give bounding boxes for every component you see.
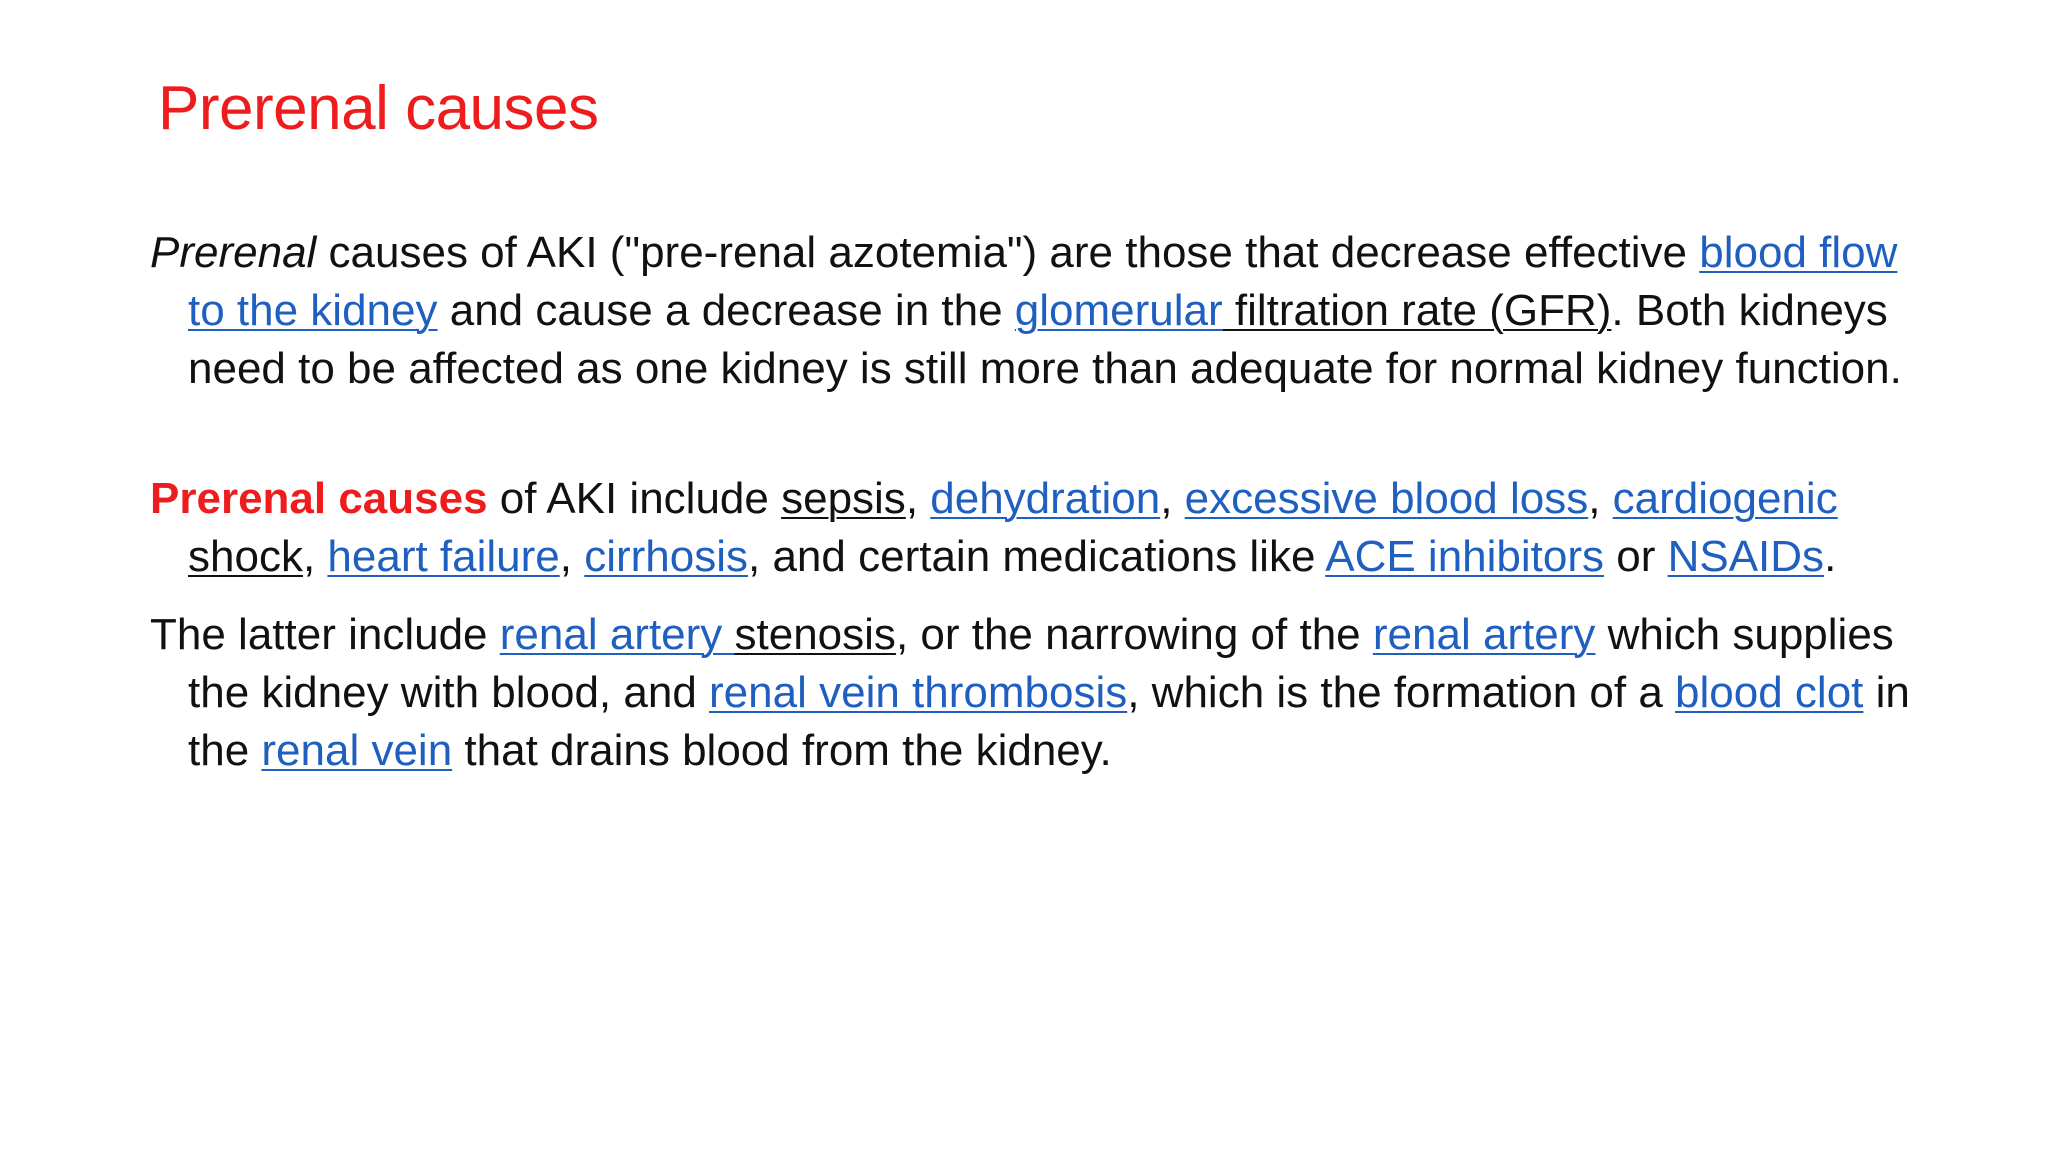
comma: , — [1588, 474, 1613, 523]
slide-title: Prerenal causes — [158, 74, 599, 143]
paragraph-prerenal-definition — [150, 224, 1940, 398]
link-nsaids[interactable]: NSAIDs — [1667, 532, 1825, 581]
text-span: , and certain medications like — [748, 532, 1326, 581]
underlined-stenosis: stenosis — [734, 610, 896, 659]
text-span: in the — [188, 668, 1910, 775]
underlined-shock: shock — [188, 532, 303, 581]
underlined-sepsis: sepsis — [781, 474, 906, 523]
bold-red-prerenal-causes: Prerenal causes — [150, 474, 488, 523]
underlined-filtration-rate: filtration rate (GFR) — [1222, 286, 1612, 335]
text-span: The latter include — [150, 610, 500, 659]
comma: , — [302, 532, 328, 581]
link-renal-vein-thrombosis[interactable]: renal vein thrombosis — [709, 668, 1128, 717]
text-span: which supplies the kidney with blood, and — [188, 610, 1894, 717]
link-blood-flow-to-kidney[interactable]: blood flow to the kidney — [188, 228, 1898, 335]
link-glomerular[interactable]: glomerular — [1014, 286, 1223, 335]
paragraph-prerenal-causes-list — [150, 470, 1940, 586]
link-cardiogenic[interactable]: cardiogenic — [1612, 474, 1838, 523]
text-span: . Both kidneys need to be affected as one kidney is still more than adequate for normal kidney function. — [188, 286, 1902, 393]
text-span: causes of AKI ("pre-renal azotemia") are those that decrease effective — [316, 228, 1700, 277]
link-cirrhosis[interactable]: cirrhosis — [584, 532, 749, 581]
link-excessive-blood-loss[interactable]: excessive blood loss — [1184, 474, 1589, 523]
link-ace-inhibitors[interactable]: ACE inhibitors — [1325, 532, 1604, 581]
comma: , — [559, 532, 585, 581]
text-span: of AKI include — [487, 474, 782, 523]
italic-term-prerenal: Prerenal — [150, 228, 317, 277]
text-span: or — [1604, 532, 1668, 581]
text-span: and cause a decrease in the — [437, 286, 1015, 335]
comma: , — [905, 474, 931, 523]
link-heart-failure[interactable]: heart failure — [327, 532, 560, 581]
comma: , — [1160, 474, 1185, 523]
link-blood-clot[interactable]: blood clot — [1675, 668, 1864, 717]
slide-body — [150, 224, 1940, 800]
text-span: that drains blood from the kidney. — [452, 726, 1112, 775]
text-span: , which is the formation of a — [1127, 668, 1676, 717]
period: . — [1824, 532, 1837, 581]
link-renal-artery-2[interactable]: renal artery — [1372, 610, 1596, 659]
text-span: , or the narrowing of the — [895, 610, 1373, 659]
link-renal-artery[interactable]: renal artery — [499, 610, 735, 659]
link-renal-vein[interactable]: renal vein — [261, 726, 453, 775]
paragraph-renal-vascular-causes — [150, 606, 1940, 780]
link-dehydration[interactable]: dehydration — [930, 474, 1161, 523]
